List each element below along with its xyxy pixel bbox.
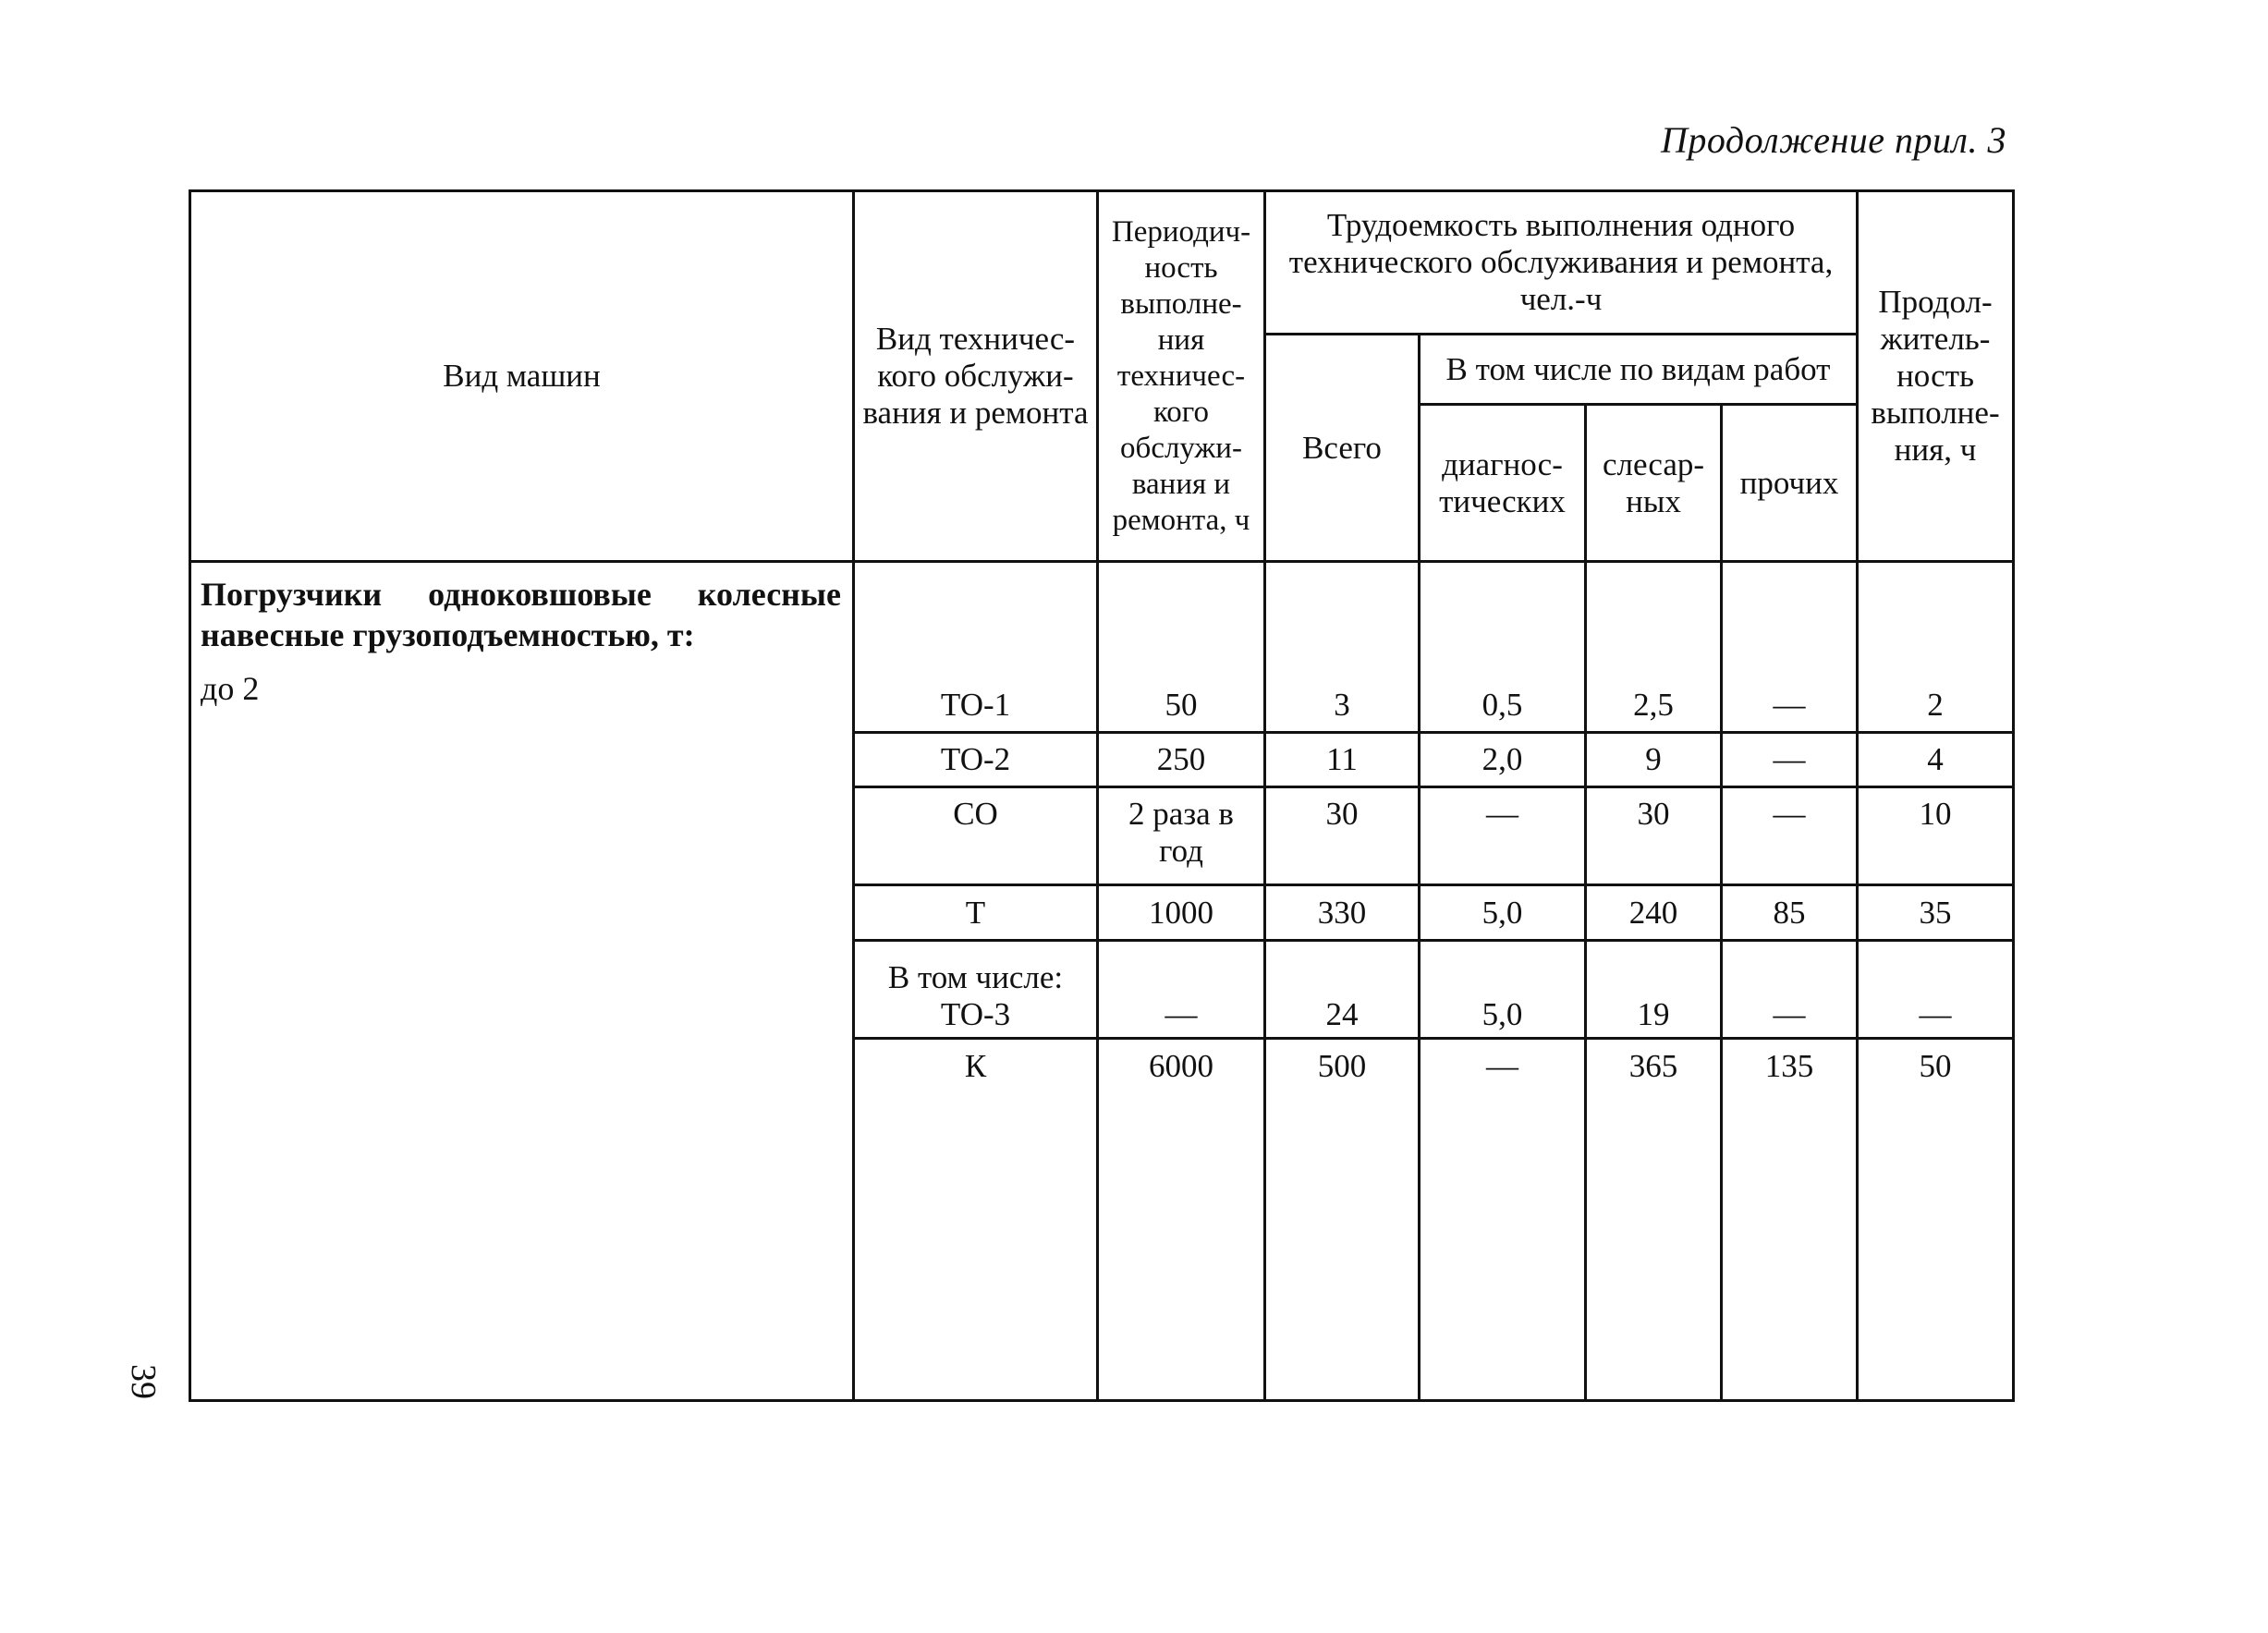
duration-cell: 2	[1858, 679, 2014, 733]
other-cell: —	[1722, 733, 1858, 787]
service-type-label: ТО-3	[940, 996, 1011, 1032]
table-cell	[1722, 1094, 1858, 1401]
header-periodicity: Периодич-ность выполне-ния техничес-кого обслужи-вания и ремонта, ч	[1098, 191, 1265, 562]
other-cell: —	[1722, 941, 1858, 1039]
periodicity-cell: 1000	[1098, 885, 1265, 941]
header-service-type: Вид техничес-кого обслужи-вания и ремонта	[854, 191, 1098, 562]
other-cell: 85	[1722, 885, 1858, 941]
table-cell	[1420, 1094, 1586, 1401]
table-cell	[1098, 562, 1265, 680]
header-other: прочих	[1722, 405, 1858, 562]
service-type-cell: ТО-1	[854, 679, 1098, 733]
table-cell	[1722, 562, 1858, 680]
header-by-work-type: В том числе по видам работ	[1420, 335, 1858, 405]
service-type-cell	[854, 941, 1098, 1039]
service-type-cell: К	[854, 1039, 1098, 1094]
diagnostic-cell: 5,0	[1420, 941, 1586, 1039]
machine-type-cell	[190, 562, 854, 1401]
service-type-cell: Т	[854, 885, 1098, 941]
periodicity-cell: 2 раза в год	[1098, 787, 1265, 885]
locksmith-cell: 2,5	[1586, 679, 1722, 733]
maintenance-table	[189, 189, 2015, 1402]
table-cell	[854, 1094, 1098, 1401]
header-diagnostic: диагнос-тических	[1420, 405, 1586, 562]
total-cell: 330	[1265, 885, 1420, 941]
service-type-prefix: В том числе:	[887, 959, 1064, 995]
duration-cell: 4	[1858, 733, 2014, 787]
total-cell: 24	[1265, 941, 1420, 1039]
duration-cell: —	[1858, 941, 2014, 1039]
table-cell	[1420, 562, 1586, 680]
diagnostic-cell: —	[1420, 1039, 1586, 1094]
other-cell: —	[1722, 787, 1858, 885]
total-cell: 3	[1265, 679, 1420, 733]
diagnostic-cell: —	[1420, 787, 1586, 885]
diagnostic-cell: 2,0	[1420, 733, 1586, 787]
other-cell: 135	[1722, 1039, 1858, 1094]
total-cell: 500	[1265, 1039, 1420, 1094]
service-type-cell: СО	[854, 787, 1098, 885]
other-cell: —	[1722, 679, 1858, 733]
header-locksmith: слесар-ных	[1586, 405, 1722, 562]
locksmith-cell: 19	[1586, 941, 1722, 1039]
diagnostic-cell: 0,5	[1420, 679, 1586, 733]
continuation-heading: Продолжение прил. 3	[1660, 119, 2006, 161]
periodicity-cell: 6000	[1098, 1039, 1265, 1094]
table-cell	[854, 562, 1098, 680]
header-labor-intensity: Трудоемкость выполнения одного технического обслуживания и ремонта, чел.-ч	[1265, 191, 1858, 335]
duration-cell: 35	[1858, 885, 2014, 941]
locksmith-cell: 9	[1586, 733, 1722, 787]
header-total: Всего	[1265, 335, 1420, 562]
machine-capacity-label: до 2	[201, 670, 260, 707]
locksmith-cell: 365	[1586, 1039, 1722, 1094]
periodicity-cell: 50	[1098, 679, 1265, 733]
table-cell	[1586, 562, 1722, 680]
periodicity-cell: 250	[1098, 733, 1265, 787]
duration-cell: 50	[1858, 1039, 2014, 1094]
table-cell	[1858, 1094, 2014, 1401]
table-cell	[1265, 1094, 1420, 1401]
machine-group-label: Погрузчики одноковшовые колесные навесные грузоподъемностью, т:	[201, 576, 841, 653]
header-duration: Продол-житель-ность выполне-ния, ч	[1858, 191, 2014, 562]
table-cell	[1858, 562, 2014, 680]
header-machine-type: Вид машин	[190, 191, 854, 562]
table-cell	[1586, 1094, 1722, 1401]
diagnostic-cell: 5,0	[1420, 885, 1586, 941]
locksmith-cell: 30	[1586, 787, 1722, 885]
service-type-cell: ТО-2	[854, 733, 1098, 787]
page-number: 39	[124, 1364, 163, 1399]
locksmith-cell: 240	[1586, 885, 1722, 941]
table-cell	[1265, 562, 1420, 680]
total-cell: 30	[1265, 787, 1420, 885]
total-cell: 11	[1265, 733, 1420, 787]
periodicity-cell: —	[1098, 941, 1265, 1039]
duration-cell: 10	[1858, 787, 2014, 885]
table-cell	[1098, 1094, 1265, 1401]
